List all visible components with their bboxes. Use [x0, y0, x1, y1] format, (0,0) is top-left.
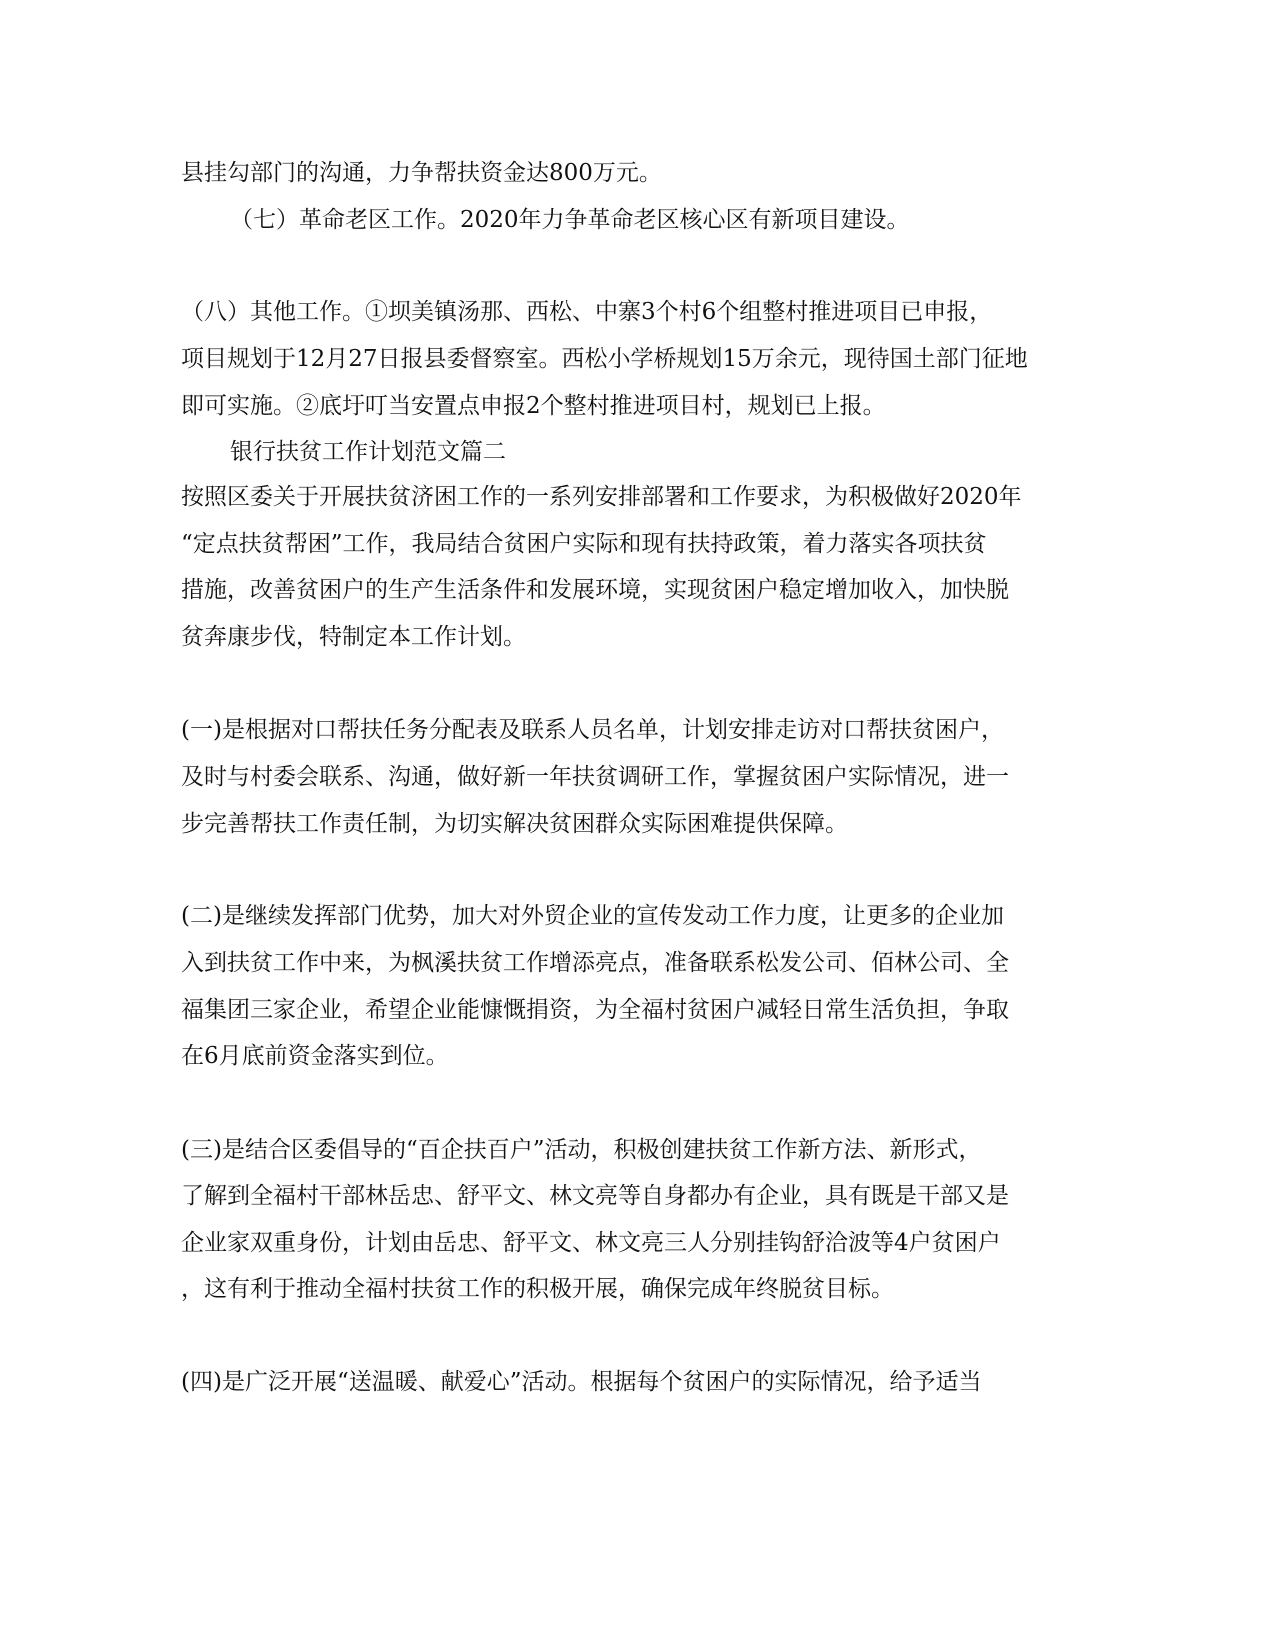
text-line: （七）革命老区工作。2020年力争革命老区核心区有新项目建设。: [230, 207, 910, 233]
section-heading: 银行扶贫工作计划范文篇二: [230, 439, 506, 465]
text-line: 了解到全福村干部林岳忠、舒平文、林文亮等自身都办有企业，具有既是干部又是: [181, 1183, 1009, 1209]
text-line: 贫奔康步伐，特制定本工作计划。: [181, 624, 526, 650]
text-line: “定点扶贫帮困”工作，我局结合贫困户实际和现有扶持政策，着力落实各项扶贫: [181, 531, 987, 557]
text-line: (一)是根据对口帮扶任务分配表及联系人员名单，计划安排走访对口帮扶贫困户，: [181, 717, 1004, 743]
text-line: 按照区委关于开展扶贫济困工作的一系列安排部署和工作要求，为积极做好2020年: [181, 484, 1022, 510]
text-line: (二)是继续发挥部门优势，加大对外贸企业的宣传发动工作力度，让更多的企业加: [181, 903, 1004, 929]
text-line: 及时与村委会联系、沟通，做好新一年扶贫调研工作，掌握贫困户实际情况，进一: [181, 764, 1009, 790]
text-line: ，这有利于推动全福村扶贫工作的积极开展，确保完成年终脱贫目标。: [181, 1276, 894, 1302]
text-line: （八）其他工作。①坝美镇汤那、西松、中寨3个村6个组整村推进项目已申报，: [181, 299, 993, 325]
text-line: 项目规划于12月27日报县委督察室。西松小学桥规划15万余元，现待国土部门征地: [181, 346, 1028, 372]
text-line: (四)是广泛开展“送温暖、献爱心”活动。根据每个贫困户的实际情况，给予适当: [181, 1369, 982, 1395]
text-line: 即可实施。②底圩叮当安置点申报2个整村推进项目村，规划已上报。: [181, 393, 886, 419]
text-line: 措施，改善贫困户的生产生活条件和发展环境，实现贫困户稳定增加收入，加快脱: [181, 577, 1009, 603]
text-line: (三)是结合区委倡导的“百企扶百户”活动，积极创建扶贫工作新方法、新形式，: [181, 1137, 982, 1163]
text-line: 在6月底前资金落实到位。: [181, 1043, 449, 1069]
text-line: 企业家双重身份，计划由岳忠、舒平文、林文亮三人分别挂钩舒洽波等4户贫困户: [181, 1230, 1001, 1256]
text-line: 福集团三家企业，希望企业能慷慨捐资，为全福村贫困户减轻日常生活负担，争取: [181, 997, 1009, 1023]
text-line: 入到扶贫工作中来，为枫溪扶贫工作增添亮点，准备联系松发公司、佰林公司、全: [181, 950, 1009, 976]
text-line: 县挂勾部门的沟通，力争帮扶资金达800万元。: [181, 160, 662, 186]
text-line: 步完善帮扶工作责任制，为切实解决贫困群众实际困难提供保障。: [181, 811, 848, 837]
